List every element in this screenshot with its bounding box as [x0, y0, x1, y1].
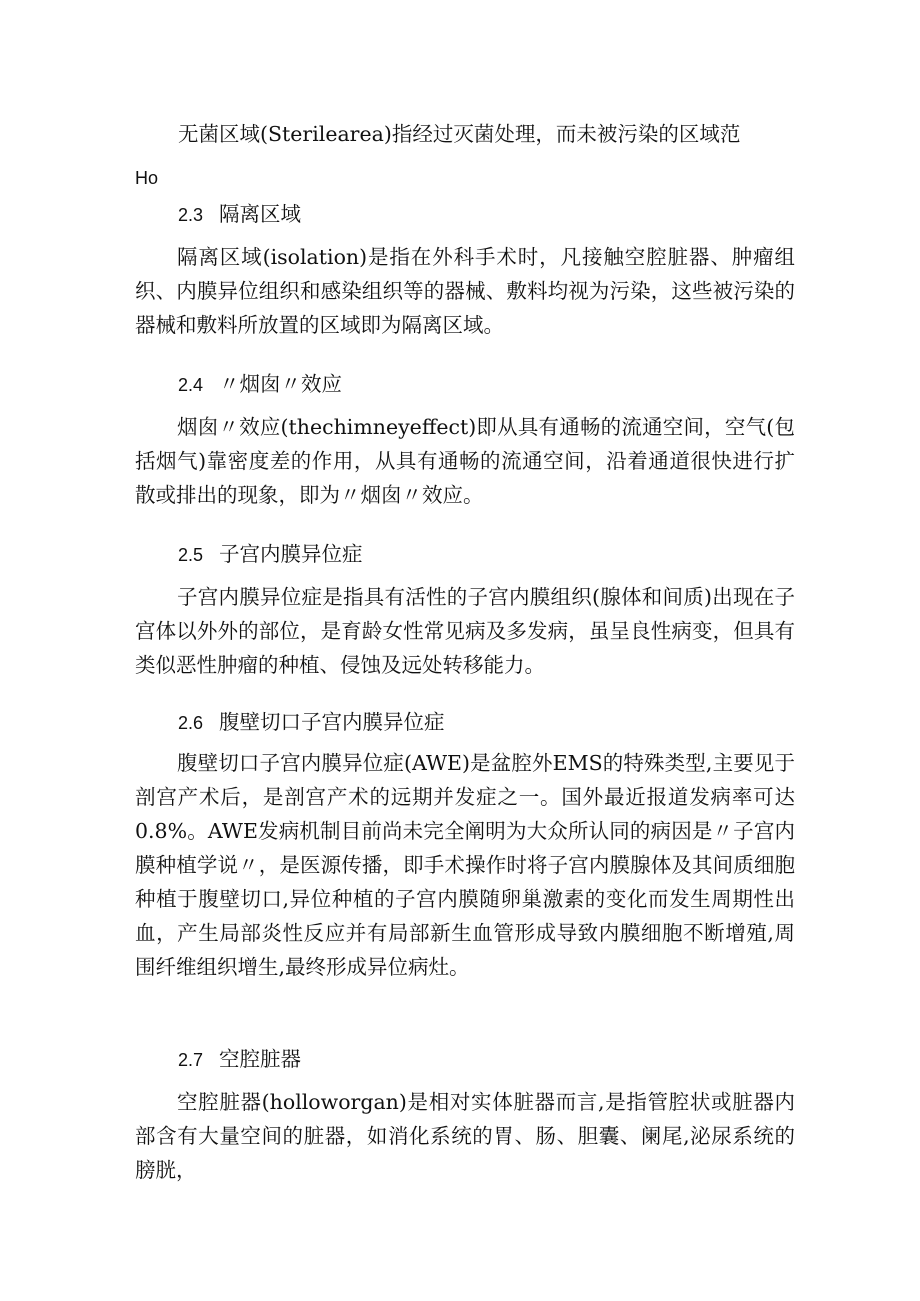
heading-number: 2.3	[178, 205, 204, 225]
paragraph-chimney-effect: 烟囱〃效应(thechimneyeffect)即从具有通畅的流通空间，空气(包括烟气)靠密度差的作用，从具有通畅的流通空间，沿着通道很快进行扩散或排出的现象，即为〃烟囱〃效应。	[135, 415, 795, 507]
heading-2-7	[178, 1044, 301, 1075]
paragraph-sterile-area: 无菌区域(Sterilearea)指经过灭菌处理，而未被污染的区域范	[178, 122, 741, 146]
paragraph-isolation: 隔离区域(isolation)是指在外科手术时，凡接触空腔脏器、肿瘤组织、内膜异位组织和感染组织等的器械、敷料均视为污染，这些被污染的器械和敷料所放置的区域即为隔离区域。	[135, 245, 795, 337]
heading-title: 隔离区域	[219, 202, 302, 226]
heading-2-6	[178, 707, 445, 738]
heading-number: 2.6	[178, 713, 204, 733]
heading-title: 〃烟囱〃效应	[219, 372, 343, 396]
heading-number: 2.7	[178, 1050, 204, 1070]
heading-title: 空腔脏器	[219, 1047, 302, 1071]
heading-2-4	[178, 369, 342, 400]
heading-number: 2.5	[178, 545, 204, 565]
paragraph-hollow-organ: 空腔脏器(holloworgan)是相对实体脏器而言,是指管腔状或脏器内部含有大量空间的脏器，如消化系统的胃、肠、胆囊、阑尾,泌尿系统的膀胱，	[135, 1090, 795, 1182]
paragraph-sterile-area-tail: Ho	[135, 168, 159, 188]
heading-title: 腹壁切口子宫内膜异位症	[219, 710, 445, 734]
heading-title: 子宫内膜异位症	[219, 542, 363, 566]
paragraph-endometriosis: 子宫内膜异位症是指具有活性的子宫内膜组织(腺体和间质)出现在子宫体以外外的部位，是育龄女性常见病及多发病，虽呈良性病变，但具有类似恶性肿瘤的种植、侵蚀及远处转移能力。	[135, 585, 795, 677]
heading-number: 2.4	[178, 375, 204, 395]
paragraph-awe: 腹壁切口子宫内膜异位症(AWE)是盆腔外EMS的特殊类型,主要见于剖宫产术后，是剖宫产术的远期并发症之一。国外最近报道发病率可达0.8%。AWE发病机制目前尚未完全阐明为大众所认同的病因是〃子宫内膜种植学说〃，是医源传播，即手术操作时将子宫内膜腺体及其间质细胞种植于腹壁切口,异位种植的子宫内膜随卵巢激素的变化而发生周期性出血，产生局部炎性反应并有局部新生血管形成导致内膜细胞不断增殖,周围纤维组织增生,最终形成异位病灶。	[135, 751, 795, 979]
heading-2-3	[178, 199, 301, 230]
heading-2-5	[178, 539, 363, 570]
